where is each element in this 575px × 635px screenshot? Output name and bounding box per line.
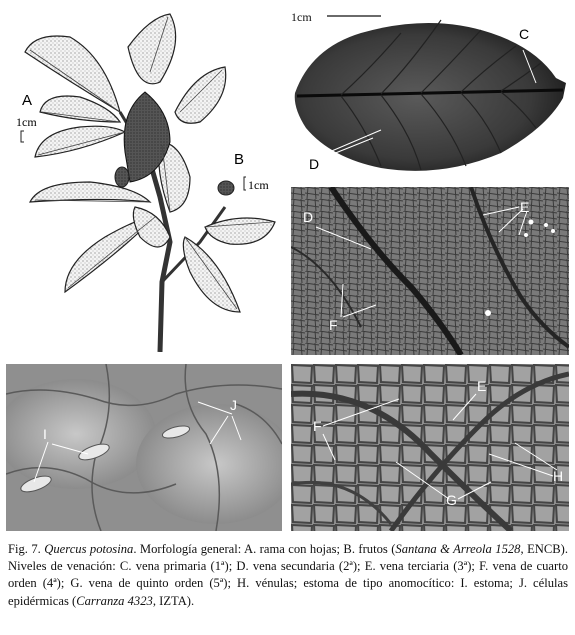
label-g: G [446, 492, 457, 508]
label-h: H [553, 468, 564, 484]
label-e: E [520, 199, 530, 215]
leaf-photo-panel [291, 8, 569, 180]
caption-species: Quercus potosina [44, 542, 134, 556]
caption-collector-2: Carranza 4323 [76, 593, 153, 608]
label-j: J [230, 397, 237, 413]
stomata-panel [6, 364, 282, 531]
label-d: D [303, 209, 314, 225]
label-c: C [519, 26, 530, 42]
branch-illustration [10, 12, 282, 352]
leaf-photo [295, 23, 566, 171]
venation-panel-2 [291, 364, 569, 531]
label-a: A [22, 92, 33, 109]
caption-text-3: , IZTA). [152, 593, 195, 608]
figure-caption [8, 541, 568, 610]
caption-text-1: . Morfología general: A. rama con hojas; B. frutos ( [133, 542, 396, 556]
caption-collector-1: Santana & Arreola 1528 [395, 542, 521, 556]
label-f: F [329, 317, 338, 333]
venation-panel-1 [291, 187, 569, 355]
scale-a-bar [21, 131, 24, 142]
label-i: I [43, 426, 47, 442]
scale-b-label: 1cm [248, 178, 269, 192]
label-b: B [234, 151, 245, 168]
label-e: E [477, 378, 487, 394]
drawing-panel [10, 12, 282, 352]
caption-fig: Fig. 7. [8, 542, 41, 556]
scale-label: 1cm [291, 10, 312, 24]
fruit [218, 181, 234, 195]
label-d: D [309, 156, 320, 172]
label-f: F [313, 418, 322, 434]
scale-a-label: 1cm [16, 115, 37, 129]
scale-b-bar [244, 177, 246, 190]
caption-text-2: , ENCB). Niveles de venación: C. vena primaria (1ª); D. vena secundaria (2ª); E. vena terciaria (3ª); F. vena de cuarto orden (4ª); G. vena de quinto orden (5ª); H. vénulas; estoma de tipo anomocítico: I. estoma; J. células epidérmicas ( [8, 542, 568, 608]
